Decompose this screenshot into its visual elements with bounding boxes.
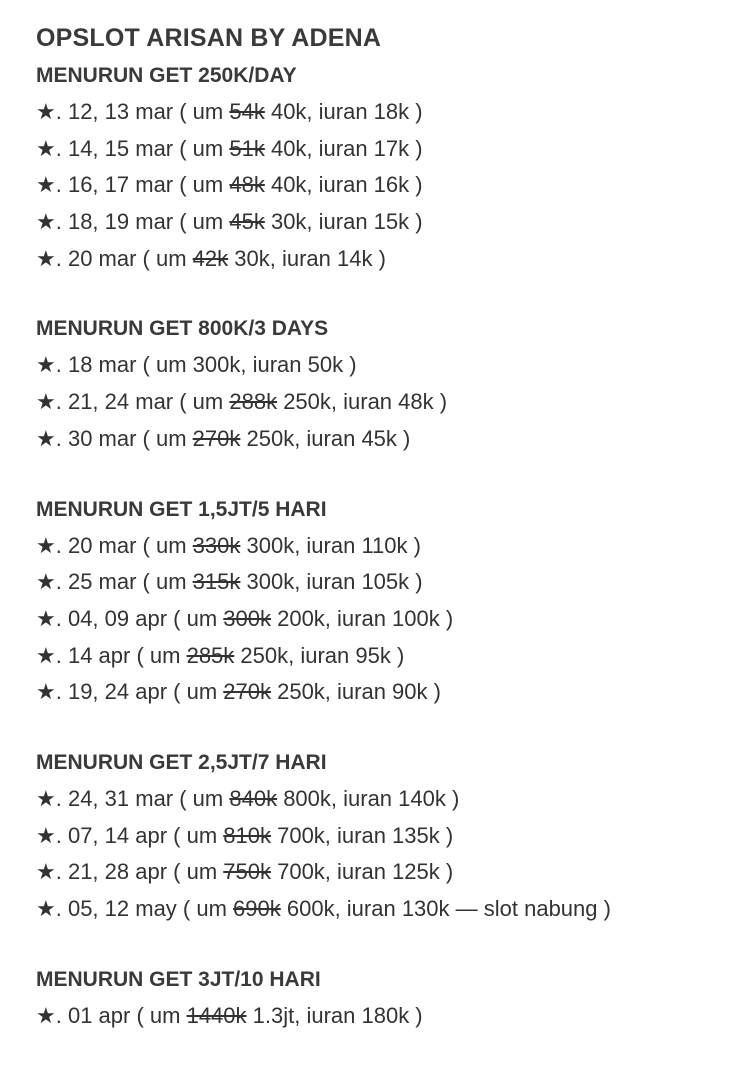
old-price: 45k: [229, 209, 265, 235]
star-icon: ★: [36, 859, 56, 885]
list-item: [36, 822, 747, 859]
section-heading: MENURUN GET 1,5JT/5 HARI: [36, 497, 327, 521]
star-icon: ★: [36, 569, 56, 595]
item-detail: 250k, iuran 45k ): [240, 425, 411, 451]
section: [36, 966, 747, 1039]
star-icon: ★: [36, 389, 56, 415]
list-item: [36, 605, 747, 642]
star-icon: ★: [36, 209, 56, 235]
list-item: [36, 351, 747, 388]
item-text: . 18, 19 mar ( um: [55, 209, 230, 235]
old-price: 750k: [223, 859, 271, 885]
old-price: 300k: [223, 605, 271, 631]
item-text: . 30 mar ( um: [55, 425, 193, 451]
star-icon: ★: [36, 679, 56, 705]
item-detail: 800k, iuran 140k ): [277, 785, 460, 811]
star-icon: ★: [36, 352, 56, 378]
section: [36, 496, 747, 715]
list-item: [36, 171, 747, 208]
old-price: 288k: [229, 389, 278, 415]
item-text: . 18 mar ( um 300k, iuran 50k ): [55, 352, 357, 378]
item-detail: 300k, iuran 110k ): [240, 532, 421, 558]
star-icon: ★: [36, 642, 56, 668]
section-heading: MENURUN GET 250K/DAY: [36, 64, 297, 87]
star-icon: ★: [36, 1002, 56, 1028]
old-price: 270k: [223, 679, 271, 705]
old-price: 840k: [229, 785, 278, 811]
old-price: 42k: [192, 245, 229, 271]
item-detail: 300k, iuran 105k ): [240, 569, 423, 595]
list-item: [36, 388, 747, 425]
item-detail: 600k, iuran 130k — slot nabung ): [280, 896, 611, 921]
star-icon: ★: [36, 822, 56, 848]
old-price: 270k: [192, 425, 241, 451]
item-detail: 250k, iuran 95k ): [234, 642, 405, 668]
item-detail: 250k, iuran 48k ): [277, 389, 448, 415]
item-detail: 40k, iuran 17k ): [264, 135, 423, 161]
sections-container: [36, 62, 747, 1038]
list-item: [36, 895, 747, 932]
list-item: [36, 532, 747, 569]
section: [36, 749, 747, 932]
star-icon: ★: [36, 896, 56, 921]
old-price: 1440k: [186, 1002, 247, 1028]
item-detail: 700k, iuran 125k ): [270, 859, 454, 885]
star-icon: ★: [36, 785, 56, 811]
star-icon: ★: [36, 99, 56, 124]
item-text: . 12, 13 mar ( um: [55, 99, 230, 124]
item-text: . 16, 17 mar ( um: [55, 172, 230, 198]
item-text: . 20 mar ( um: [55, 245, 193, 271]
section: [36, 315, 747, 461]
item-detail: 40k, iuran 18k ): [264, 99, 423, 124]
section-heading: MENURUN GET 800K/3 DAYS: [36, 317, 329, 341]
item-text: . 14, 15 mar ( um: [55, 135, 230, 161]
item-detail: 40k, iuran 16k ): [264, 172, 423, 198]
old-price: 48k: [229, 172, 265, 198]
list-item: [36, 98, 747, 135]
star-icon: ★: [36, 172, 56, 198]
star-icon: ★: [36, 425, 56, 451]
item-text: . 24, 31 mar ( um: [55, 785, 230, 811]
list-item: [36, 208, 747, 245]
list-item: [36, 1002, 747, 1039]
item-text: . 20 mar ( um: [55, 532, 193, 558]
old-price: 810k: [223, 822, 271, 848]
item-text: . 01 apr ( um: [55, 1002, 187, 1028]
list-item: [36, 135, 747, 172]
item-text: . 19, 24 apr ( um: [55, 679, 224, 705]
item-text: . 04, 09 apr ( um: [55, 605, 224, 631]
list-item: [36, 785, 747, 822]
list-item: [36, 858, 747, 895]
item-text: . 14 apr ( um: [55, 642, 187, 668]
star-icon: ★: [36, 135, 56, 161]
item-text: . 07, 14 apr ( um: [55, 822, 224, 848]
item-detail: 30k, iuran 14k ): [228, 245, 386, 271]
list-item: [36, 568, 747, 605]
list-item: [36, 425, 747, 462]
old-price: 315k: [192, 569, 241, 595]
section: [36, 62, 747, 281]
star-icon: ★: [36, 605, 56, 631]
old-price: 330k: [192, 532, 241, 558]
page-title: OPSLOT ARISAN BY ADENA: [36, 24, 382, 52]
item-detail: 30k, iuran 15k ): [264, 209, 423, 235]
old-price: 690k: [233, 896, 281, 921]
item-detail: 200k, iuran 100k ): [270, 605, 454, 631]
item-text: . 05, 12 may ( um: [55, 896, 234, 921]
list-item: [36, 642, 747, 679]
section-heading: MENURUN GET 2,5JT/7 HARI: [36, 750, 327, 774]
item-text: . 25 mar ( um: [55, 569, 193, 595]
old-price: 285k: [186, 642, 235, 668]
old-price: 54k: [229, 99, 265, 124]
item-detail: 700k, iuran 135k ): [270, 822, 454, 848]
old-price: 51k: [229, 135, 265, 161]
star-icon: ★: [36, 245, 56, 271]
item-text: . 21, 28 apr ( um: [55, 859, 224, 885]
list-item: [36, 245, 747, 282]
section-heading: MENURUN GET 3JT/10 HARI: [36, 967, 321, 991]
list-item: [36, 678, 747, 715]
star-icon: ★: [36, 532, 56, 558]
item-text: . 21, 24 mar ( um: [55, 389, 230, 415]
item-detail: 1.3jt, iuran 180k ): [246, 1002, 423, 1028]
item-detail: 250k, iuran 90k ): [270, 679, 441, 705]
